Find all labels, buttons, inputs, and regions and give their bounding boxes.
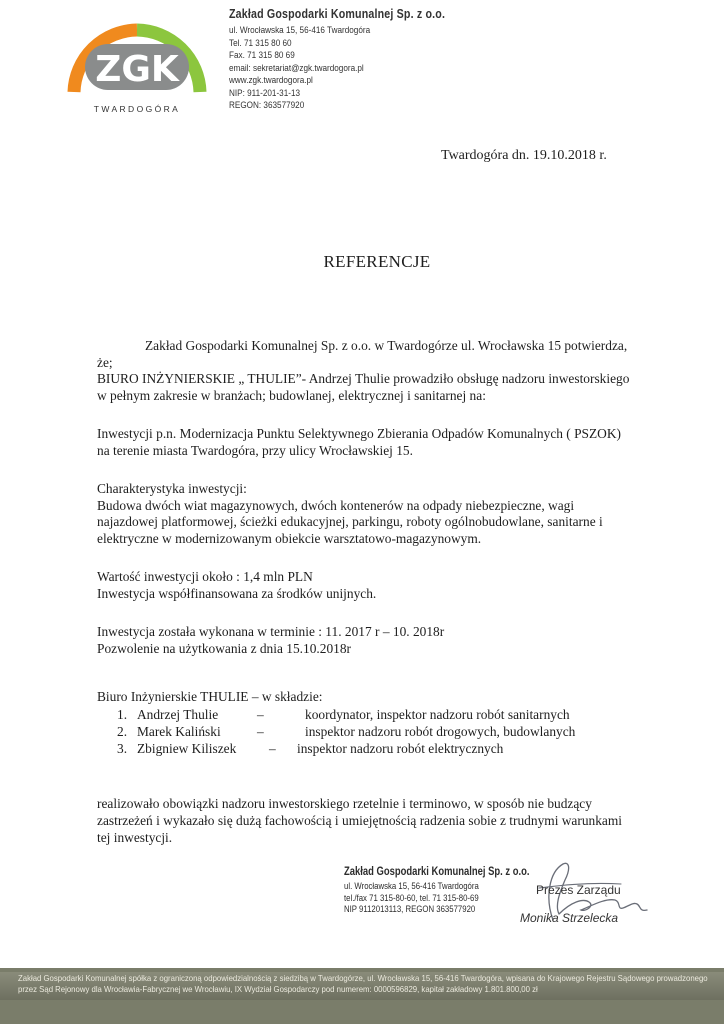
stamp-phones: tel./fax 71 315-80-60, tel. 71 315-80-69 (344, 892, 479, 904)
company-nip: NIP: 911-201-31-13 (229, 87, 301, 99)
member-dash: – (269, 741, 276, 756)
signer-title: Prezes Zarządu (536, 883, 621, 897)
paragraph-line: Zakład Gospodarki Komunalnej Sp. z o.o. w Twardogórze ul. Wrocławska 15 potwierdza, (145, 338, 628, 353)
member-role: inspektor nadzoru robót drogowych, budowlanych (305, 724, 576, 739)
company-fax: Fax. 71 315 80 69 (229, 50, 295, 61)
zgk-logo (62, 6, 212, 122)
member-name: Marek Kaliński (137, 724, 221, 739)
company-name: Zakład Gospodarki Komunalnej Sp. z o.o. (229, 6, 446, 21)
paragraph-line: zastrzeżeń i wykazało się dużą fachowością i umiejętnością radzenia sobie z trudnymi warunkami (97, 813, 622, 828)
footer-band (0, 968, 724, 1024)
paragraph-line: Inwestycja została wykonana w terminie : 11. 2017 r – 10. 2018r (97, 624, 445, 639)
list-item (117, 740, 575, 757)
paragraph-line: Wartość inwestycji około : 1,4 mln PLN (97, 569, 313, 584)
company-regon: REGON: 363577920 (229, 100, 305, 111)
member-number: 3. (117, 741, 128, 756)
paragraph-line: Pozwolenie na użytkowania z dnia 15.10.2018r (97, 640, 351, 656)
stamp-address: ul. Wrocławska 15, 56-416 Twardogóra (344, 881, 479, 892)
members-list (117, 706, 575, 757)
member-number: 2. (117, 724, 128, 739)
list-item (117, 706, 575, 723)
footer-line: przez Sąd Rejonowy dla Wrocławia-Fabrycznej we Wrocławiu, IX Wydział Gospodarczy pod numerem: 0000596829, kapitał zakładowy 1.801.800,00 zł (18, 985, 538, 994)
company-phone: Tel. 71 315 80 60 (229, 37, 292, 49)
paragraph-line: Budowa dwóch wiat magazynowych, dwóch kontenerów na odpady niebezpieczne, wagi (97, 497, 575, 513)
section-heading: Charakterystyka inwestycji: (97, 481, 247, 496)
logo-city: TWARDOGÓRA (93, 104, 181, 114)
logo-text: ZGK (95, 49, 179, 90)
paragraph-line: realizowało obowiązki nadzoru inwestorskiego rzetelnie i terminowo, w sposób nie budzący (97, 796, 592, 811)
member-dash: – (257, 724, 264, 739)
letterhead (229, 4, 493, 113)
member-name: Andrzej Thulie (137, 707, 219, 722)
closing-paragraph (97, 795, 675, 846)
paragraph-line: Inwestycja współfinansowana za środków unijnych. (97, 585, 377, 601)
document-title: REFERENCJE (323, 252, 431, 271)
paragraph-line: Biuro Inżynierskie THULIE – w składzie: (97, 689, 323, 704)
member-name: Zbigniew Kiliszek (137, 741, 237, 756)
footer-registration (18, 973, 708, 995)
paragraph-line: w pełnym zakresie w branżach; budowlanej, elektrycznej i sanitarnej na: (97, 387, 486, 403)
paragraph-line: BIURO INŻYNIERSKIE „ THULIE”- Andrzej Thulie prowadziło obsługę nadzoru inwestorskiego (97, 371, 630, 386)
company-email: email: sekretariat@zgk.twardogora.pl (229, 62, 364, 74)
company-www: www.zgk.twardogora.pl (229, 75, 313, 86)
zgk-logo-mark (62, 6, 212, 104)
footer-line: Zakład Gospodarki Komunalnej spółka z ograniczoną odpowiedzialnością z siedzibą w Twardogórze, ul. Wrocławska 15, 56-416 Twardogóra, wpisana do Krajowego Rejestru Sądowego prowadzonego (18, 974, 708, 983)
member-role: inspektor nadzoru robót elektrycznych (297, 741, 504, 756)
list-item (117, 723, 575, 740)
paragraph-line: na terenie miasta Twardogóra, przy ulicy Wrocławskiej 15. (97, 442, 413, 458)
paragraph-line: tej inwestycji. (97, 830, 173, 845)
paragraph-line: że; (97, 354, 113, 370)
stamp-ids: NIP 9112013113, REGON 363577920 (344, 904, 476, 915)
paragraph-line: najazdowej platformowej, ścieżki edukacyjnej, parkingu, roboty ogólnobudowlane, sanitarne i (97, 514, 603, 529)
member-role: koordynator, inspektor nadzoru robót sanitarnych (305, 707, 570, 722)
company-address: ul. Wrocławska 15, 56-416 Twardogóra (229, 25, 371, 36)
member-number: 1. (117, 707, 128, 722)
member-dash: – (257, 707, 264, 722)
paragraph-line: Inwestycji p.n. Modernizacja Punktu Selektywnego Zbierania Odpadów Komunalnych ( PSZOK) (97, 426, 621, 441)
document-body (97, 338, 675, 706)
document-date: Twardogóra dn. 19.10.2018 r. (441, 148, 607, 163)
signer-name: Monika Strzelecka (520, 911, 619, 925)
stamp-company-name: Zakład Gospodarki Komunalnej Sp. z o.o. (344, 866, 530, 878)
paragraph-line: elektryczne w modernizowanym obiekcie warsztatowo-magazynowym. (97, 530, 482, 546)
